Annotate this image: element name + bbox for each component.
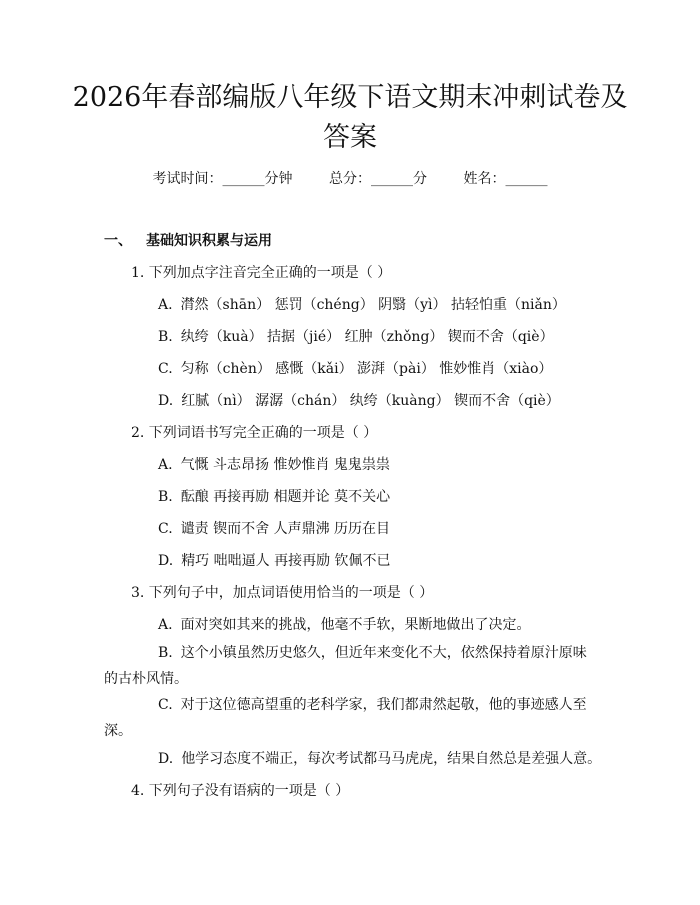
option-label: D. [158, 393, 174, 409]
option-text: 这个小镇虽然历史悠久，但近年来变化不大，依然保持着原汁原味的古朴风情。 [104, 645, 587, 687]
option-label: B. [158, 329, 173, 345]
question-2-option-d [158, 550, 391, 570]
question-1-option-c [158, 358, 552, 378]
option-text: 精巧 咄咄逼人 再接再励 钦佩不已 [181, 553, 391, 569]
option-text: 潸然（shān） 惩罚（chéng） 阴翳（yì） 拈轻怕重（niǎn） [180, 297, 566, 313]
question-1-option-a [158, 294, 566, 314]
question-3-option-c [104, 692, 594, 744]
question-3-option-a [158, 614, 531, 634]
option-text: 他学习态度不端正，每次考试都马马虎虎，结果自然总是差强人意。 [181, 751, 602, 767]
option-text: 纨绔（kuà） 拮据（jié） 红肿（zhǒng） 锲而不舍（qiè） [180, 329, 554, 345]
section-title: 基础知识积累与运用 [146, 233, 272, 249]
exam-time: 考试时间：______分钟 [152, 171, 293, 187]
question-3-option-b [104, 640, 594, 692]
option-label: A. [158, 297, 173, 313]
question-3-stem: 3. 下列句子中，加点词语使用恰当的一项是（ ） [131, 585, 434, 601]
option-text: 面对突如其来的挑战，他毫不手软，果断地做出了决定。 [180, 617, 531, 633]
question-3-option-d [158, 748, 601, 768]
exam-meta [0, 168, 700, 188]
option-label: D. [158, 751, 174, 767]
option-label: D. [158, 553, 174, 569]
question-2-option-a [158, 454, 390, 474]
option-text: 气慨 斗志昂扬 惟妙惟肖 鬼鬼祟祟 [180, 457, 390, 473]
option-label: B. [158, 645, 173, 661]
option-text: 匀称（chèn） 感慨（kǎi） 澎湃（pài） 惟妙惟肖（xiào） [180, 361, 553, 377]
student-name: 姓名：______ [463, 171, 548, 187]
question-1-option-b [158, 326, 554, 346]
option-label: B. [158, 489, 173, 505]
option-label: C. [158, 361, 173, 377]
page-title: 2026年春部编版八年级下语文期末冲刺试卷及答案 [72, 82, 628, 153]
question-2-stem: 2. 下列词语书写完全正确的一项是（ ） [131, 425, 378, 441]
section-number: 一、 [104, 233, 132, 249]
option-label: A. [158, 617, 173, 633]
option-label: C. [158, 697, 173, 713]
option-text: 谴责 锲而不舍 人声鼎沸 历历在目 [180, 521, 391, 537]
question-1-option-d [158, 390, 560, 410]
total-score: 总分：______分 [329, 171, 427, 187]
option-label: C. [158, 521, 173, 537]
option-text: 对于这位德高望重的老科学家，我们都肃然起敬，他的事迹感人至深。 [104, 697, 587, 739]
option-text: 酝酿 再接再励 相题并论 莫不关心 [180, 489, 391, 505]
section-heading [104, 230, 272, 250]
question-1-stem: 1. 下列加点字注音完全正确的一项是（ ） [131, 265, 392, 281]
option-label: A. [158, 457, 173, 473]
question-4-stem: 4. 下列句子没有语病的一项是（ ） [131, 783, 350, 799]
option-text: 红腻（nì） 潺潺（chán） 纨绔（kuàng） 锲而不舍（qiè） [181, 393, 560, 409]
question-2-option-c [158, 518, 390, 538]
question-2-option-b [158, 486, 390, 506]
